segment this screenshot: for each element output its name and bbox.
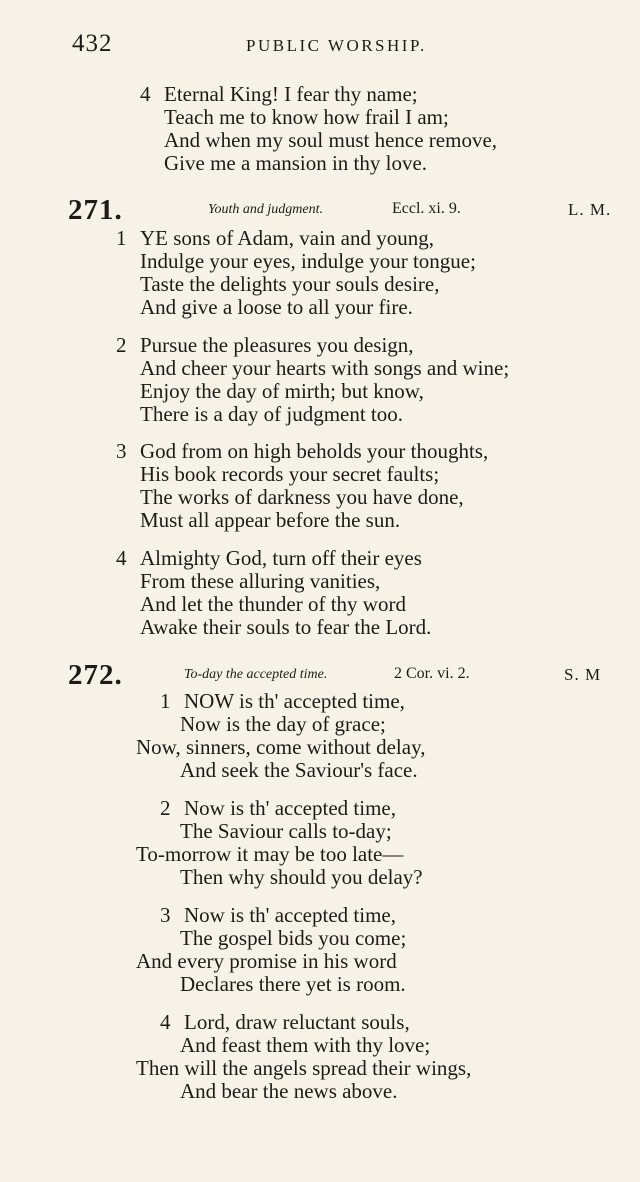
stanza-line: And bear the news above. <box>180 1079 398 1103</box>
stanza-line-first: 1 YE sons of Adam, vain and young, <box>116 226 434 250</box>
page-header <box>0 30 640 64</box>
stanza-line: Indulge your eyes, indulge your tongue; <box>140 249 476 273</box>
hymn-271-stanza-3 <box>116 440 488 532</box>
stanza-line: Enjoy the day of mirth; but know, <box>140 379 424 403</box>
hymn-272-stanza-1 <box>136 690 425 782</box>
stanza-line-first: 4 Almighty God, turn off their eyes <box>116 546 422 570</box>
stanza-line: And cheer your hearts with songs and wine; <box>140 356 510 380</box>
hymn-meter: L. M. <box>568 200 612 219</box>
hymn-272-heading <box>0 659 640 689</box>
hymn-272-stanza-3 <box>136 904 406 996</box>
carryover-stanza-4 <box>140 83 497 175</box>
hymn-number: 272. <box>68 659 123 691</box>
hymn-271-stanza-4 <box>116 547 431 639</box>
stanza-line: There is a day of judgment too. <box>140 402 404 426</box>
stanza-number: 2 <box>160 796 171 820</box>
stanza-line: Taste the delights your souls desire, <box>140 272 440 296</box>
stanza-line: The Saviour calls to-day; <box>180 819 392 843</box>
stanza-line: Now, sinners, come without delay, <box>136 735 426 759</box>
hymn-271-stanza-1 <box>116 227 476 319</box>
stanza-number: 4 <box>140 82 151 106</box>
stanza-line: Give me a mansion in thy love. <box>164 151 428 175</box>
stanza-line: The works of darkness you have done, <box>140 485 464 509</box>
stanza-line: Must all appear before the sun. <box>140 508 401 532</box>
hymn-272-stanza-2 <box>136 797 423 889</box>
stanza-number: 4 <box>160 1010 171 1034</box>
stanza-line: Then will the angels spread their wings, <box>136 1056 472 1080</box>
stanza-number: 3 <box>160 903 171 927</box>
hymn-271-stanza-2 <box>116 334 509 426</box>
stanza-number: 2 <box>116 333 127 357</box>
stanza-line-first: 1 NOW is th' accepted time, <box>160 689 405 713</box>
stanza-line: To-morrow it may be too late— <box>136 842 404 866</box>
stanza-line: Declares there yet is room. <box>180 972 406 996</box>
stanza-line-first: 3 God from on high beholds your thoughts, <box>116 439 489 463</box>
stanza-line-first: 2 Pursue the pleasures you design, <box>116 333 414 357</box>
stanza-line-first: 4 Eternal King! I fear thy name; <box>140 82 418 106</box>
stanza-line: And every promise in his word <box>136 949 397 973</box>
running-head: PUBLIC WORSHIP. <box>246 36 427 55</box>
stanza-line: And when my soul must hence remove, <box>164 128 498 152</box>
stanza-number: 1 <box>160 689 171 713</box>
stanza-line: And feast them with thy love; <box>180 1033 431 1057</box>
stanza-line-first: 4 Lord, draw reluctant souls, <box>160 1010 410 1034</box>
stanza-line-first: 2 Now is th' accepted time, <box>160 796 396 820</box>
hymn-271-heading <box>0 194 640 224</box>
stanza-number: 4 <box>116 546 127 570</box>
hymn-number: 271. <box>68 194 123 226</box>
page-number: 432 <box>72 30 113 57</box>
stanza-line: And seek the Saviour's face. <box>180 758 418 782</box>
stanza-line: From these alluring vanities, <box>140 569 381 593</box>
stanza-line: And give a loose to all your fire. <box>140 295 413 319</box>
hymn-272-stanza-4 <box>136 1011 471 1103</box>
stanza-line: And let the thunder of thy word <box>140 592 406 616</box>
scripture-reference: Eccl. xi. 9. <box>392 200 461 217</box>
stanza-number: 3 <box>116 439 127 463</box>
stanza-number: 1 <box>116 226 127 250</box>
stanza-line: His book records your secret faults; <box>140 462 440 486</box>
stanza-line-first: 3 Now is th' accepted time, <box>160 903 396 927</box>
stanza-line: Teach me to know how frail I am; <box>164 105 449 129</box>
scripture-reference: 2 Cor. vi. 2. <box>394 665 470 682</box>
stanza-line: The gospel bids you come; <box>180 926 407 950</box>
stanza-line: Awake their souls to fear the Lord. <box>140 615 432 639</box>
stanza-line: Now is the day of grace; <box>180 712 386 736</box>
hymn-title: To-day the accepted time. <box>184 667 328 682</box>
hymn-meter: S. M <box>564 665 602 684</box>
stanza-line: Then why should you delay? <box>180 865 423 889</box>
hymn-title: Youth and judgment. <box>208 202 323 217</box>
